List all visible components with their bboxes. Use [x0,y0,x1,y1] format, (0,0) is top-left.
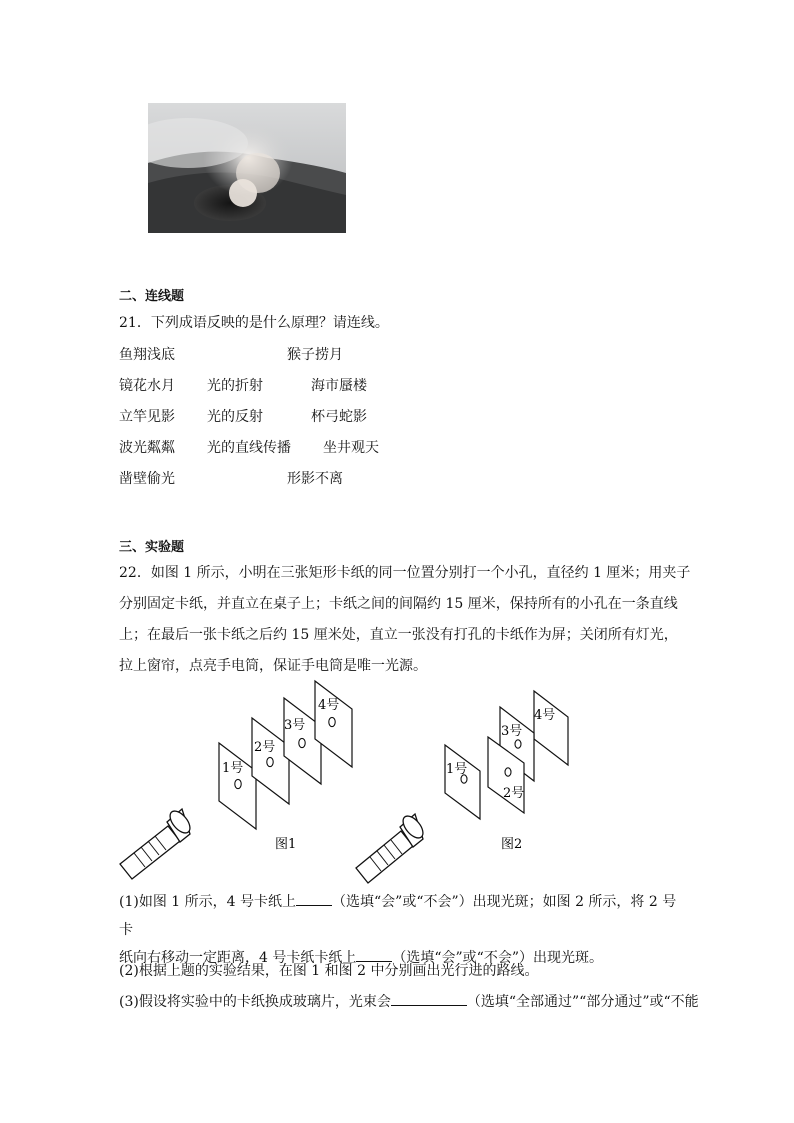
answer-blank-1[interactable] [296,891,332,906]
sub-question-2: (2)根据上题的实验结果，在图 1 和图 2 中分别画出光行进的路线。 [119,963,539,979]
right-idiom-2: 海市蜃楼 [311,378,367,394]
fig1-card-label-1: 1号 [222,761,244,776]
left-idiom-1: 鱼翔浅底 [119,347,175,363]
question-22-line-4: 拉上窗帘，点亮手电筒，保证手电筒是唯一光源。 [119,658,427,674]
flashlight-icon-2 [356,813,427,883]
volcano-crater-photo [148,103,346,233]
left-idiom-3: 立竿见影 [119,409,175,425]
fig1-hole-3 [299,738,305,747]
question-22-line-3: 上；在最后一张卡纸之后约 15 厘米处，直立一张没有打孔的卡纸作为屏；关闭所有灯光， [119,627,678,643]
fig2-card-label-2: 2号 [503,786,525,801]
fig1-caption: 图1 [275,837,297,852]
principle-reflection: 光的反射 [207,409,263,425]
fig2-card-label-1: 1号 [446,762,468,777]
fig2-card-label-3: 3号 [501,724,523,739]
section-title-experiment: 三、实验题 [119,540,185,555]
fig2-hole-2 [505,768,511,776]
principle-refraction: 光的折射 [207,378,263,394]
fig2-caption: 图2 [501,837,523,852]
fig1-hole-1 [235,779,241,788]
left-idiom-4: 波光粼粼 [119,440,175,456]
sub-question-1: (1)如图 1 所示，4 号卡纸上 （选填“会”或“不会”）出现光斑；如图 2 所示，将 2 号卡 纸向右移动一定距离，4 号卡纸卡纸上 （选填“会”或“不会”）出现光斑。 [119,888,689,972]
question-22-line-2: 分别固定卡纸，并直立在桌子上；卡纸之间的间隔约 15 厘米，保持所有的小孔在一条直线 [119,596,678,612]
experiment-figure [118,676,578,891]
flashlight-icon-1 [120,808,194,879]
fig1-hole-4 [329,717,335,726]
fig2-hole-3 [515,740,521,748]
fig1-hole-2 [267,757,273,766]
fig1-card-label-2: 2号 [254,740,276,755]
right-idiom-3: 杯弓蛇影 [311,409,367,425]
answer-blank-3[interactable] [391,991,467,1006]
left-idiom-2: 镜花水月 [119,378,175,394]
right-idiom-1: 猴子捞月 [287,347,343,363]
principle-straight-line: 光的直线传播 [207,440,291,456]
left-idiom-5: 凿壁偷光 [119,471,175,487]
fig2-card-label-4: 4号 [534,708,556,723]
sub-question-3: (3)假设将实验中的卡纸换成玻璃片，光束会 （选填“全部通过”“部分通过”或“不能 [119,991,699,1011]
question-22-line-1: 22．如图 1 所示，小明在三张矩形卡纸的同一位置分别打一个小孔，直径约 1 厘米；用夹子 [119,565,691,581]
section-title-matching: 二、连线题 [119,289,185,304]
right-idiom-4: 坐井观天 [323,440,379,456]
fig1-card-label-3: 3号 [284,718,306,733]
right-idiom-5: 形影不离 [287,471,343,487]
fig2-card-4 [534,691,568,765]
fig1-card-label-4: 4号 [318,698,340,713]
question-21: 21．下列成语反映的是什么原理？请连线。 [119,315,389,331]
